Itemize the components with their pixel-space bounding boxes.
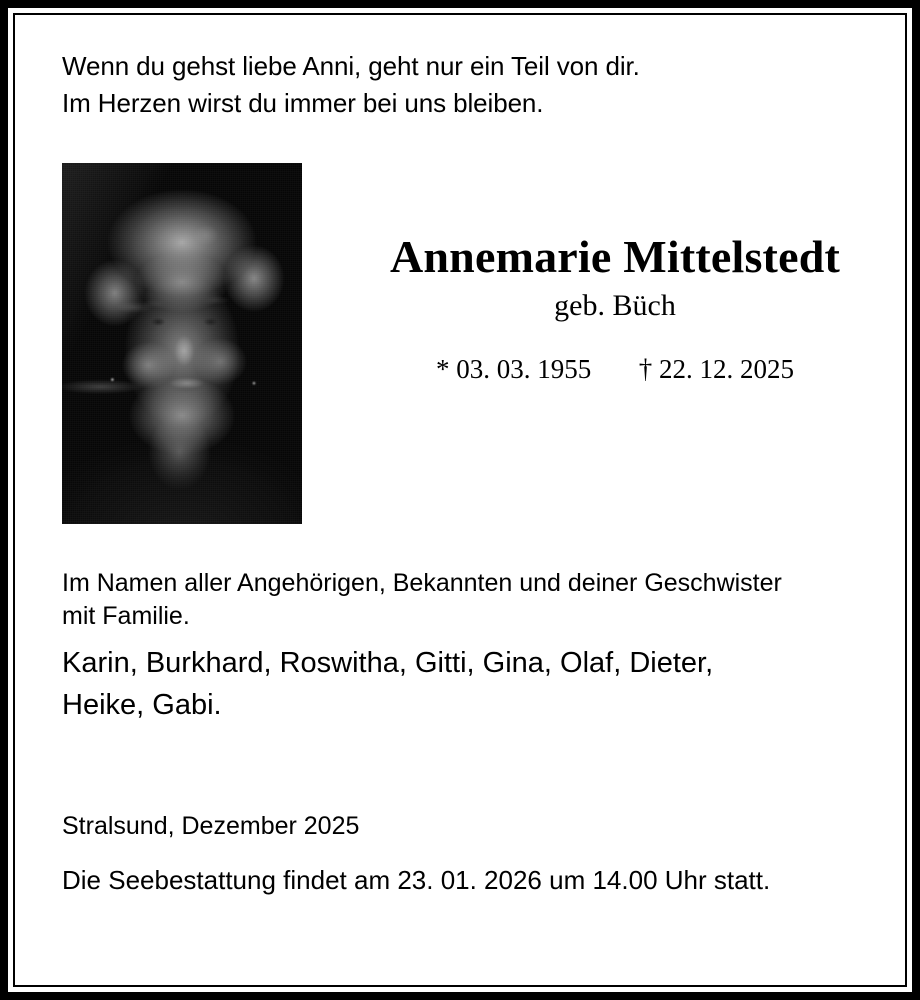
deceased-name: Annemarie Mittelstedt <box>389 231 840 282</box>
frame-gap <box>8 8 912 992</box>
family-intro-line-1: Im Namen aller Angehörigen, Bekannten und deiner Geschwister <box>62 569 782 597</box>
frame-inner-rule <box>13 13 907 987</box>
death-date: 22. 12. 2025 <box>659 354 794 384</box>
ceremony-details: Die Seebestattung findet am 23. 01. 2026 um 14.00 Uhr statt. <box>62 865 771 895</box>
place-and-date: Stralsund, Dezember 2025 <box>62 812 360 840</box>
verse-line-1: Wenn du gehst liebe Anni, geht nur ein Teil von dir. <box>62 51 640 81</box>
life-dates <box>335 352 895 386</box>
memorial-verse <box>62 48 822 122</box>
birth-date: 03. 03. 1955 <box>456 354 592 384</box>
portrait-grain-overlay <box>62 163 302 524</box>
death-symbol: † <box>638 354 653 384</box>
family-intro-line-2: mit Familie. <box>62 602 190 630</box>
deceased-maiden-name: geb. Büch <box>554 289 676 322</box>
family-names-line-2: Heike, Gabi. <box>62 689 222 721</box>
family-block <box>62 567 862 726</box>
portrait-photo <box>62 163 302 524</box>
family-names-list <box>62 642 862 726</box>
verse-line-2: Im Herzen wirst du immer bei uns bleiben. <box>62 88 544 118</box>
birth-symbol: * <box>436 354 450 384</box>
deceased-name-block <box>335 230 895 386</box>
notice-canvas <box>15 15 905 985</box>
family-names-line-1: Karin, Burkhard, Roswitha, Gitti, Gina, Olaf, Dieter, <box>62 647 714 679</box>
